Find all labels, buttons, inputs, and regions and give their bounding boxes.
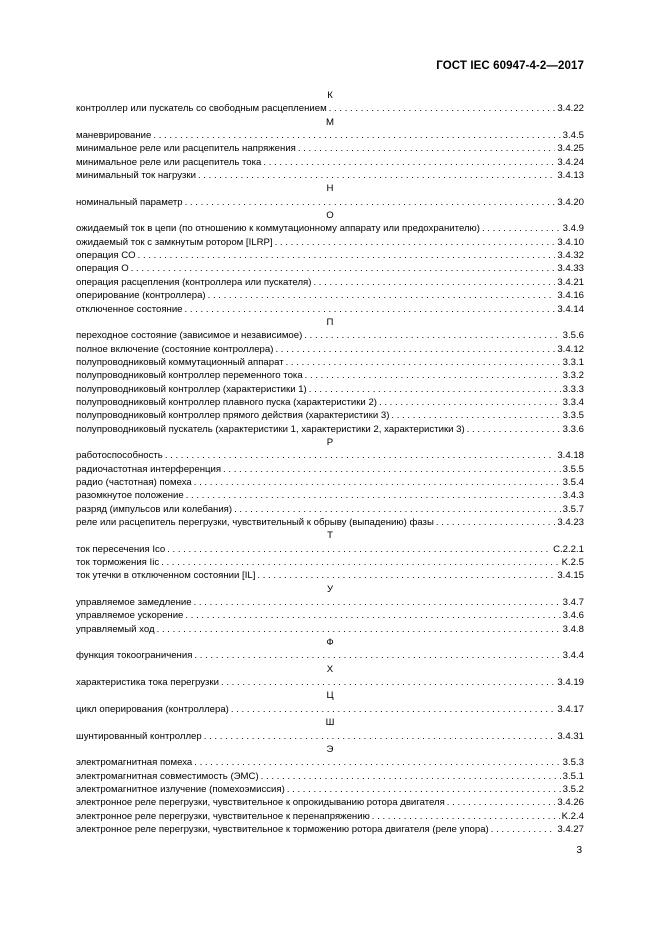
- section-letter: У: [326, 583, 334, 595]
- index-entry: [76, 676, 584, 689]
- dot-leader: [329, 102, 556, 115]
- index-ref: 3.5.7: [562, 503, 584, 515]
- index-ref: 3.3.4: [562, 396, 584, 408]
- index-entry: [76, 356, 584, 369]
- index-entry: [76, 383, 584, 396]
- dot-leader: [153, 129, 560, 142]
- dot-leader: [391, 409, 560, 422]
- index-entry: [76, 102, 584, 115]
- dot-leader: [491, 823, 556, 836]
- index-ref: 3.4.31: [557, 730, 584, 742]
- index-ref: 3.4.16: [557, 290, 584, 302]
- index-term: полупроводниковый контроллер плавного пуска (характеристики 2): [76, 396, 377, 408]
- index-ref: 3.4.21: [557, 276, 584, 288]
- dot-leader: [304, 329, 560, 342]
- index-ref: 3.5.4: [562, 476, 584, 488]
- dot-leader: [194, 476, 561, 489]
- index-term: цикл оперирования (контроллера): [76, 703, 229, 715]
- subject-index: [76, 89, 584, 836]
- index-term: переходное состояние (зависимое и независимое): [76, 330, 303, 342]
- index-term: полупроводниковый контроллер (характеристики 1): [76, 383, 307, 395]
- index-entry: [76, 596, 584, 609]
- index-entry: [76, 142, 584, 155]
- dot-leader: [185, 303, 556, 316]
- index-ref: 3.4.8: [562, 623, 584, 635]
- index-term: минимальный ток нагрузки: [76, 170, 196, 182]
- index-term: разряд (импульсов или колебания): [76, 503, 233, 515]
- dot-leader: [436, 516, 555, 529]
- index-ref: 3.4.12: [557, 343, 584, 355]
- index-ref: 3.4.5: [562, 130, 584, 142]
- index-term: ток утечки в отключенном состоянии [IL]: [76, 570, 256, 582]
- index-entry: [76, 329, 584, 342]
- dot-leader: [194, 596, 561, 609]
- index-ref: C.2.2.1: [553, 543, 584, 555]
- section-letter: К: [327, 90, 333, 101]
- dot-leader: [161, 556, 559, 569]
- index-entry: [76, 236, 584, 249]
- index-entry: [76, 823, 584, 836]
- index-term: электромагнитное излучение (помехоэмиссия): [76, 783, 285, 795]
- dot-leader: [165, 449, 556, 462]
- index-ref: 3.4.27: [557, 823, 584, 835]
- index-ref: 3.4.17: [557, 703, 584, 715]
- index-entry: [76, 623, 584, 636]
- index-ref: 3.4.22: [557, 103, 584, 115]
- dot-leader: [467, 423, 561, 436]
- index-term: ток пересечения Ico: [76, 543, 166, 555]
- index-term: электромагнитная совместимость (ЭМС): [76, 770, 259, 782]
- index-entry: [76, 543, 584, 556]
- index-term: ожидаемый ток с замкнутым ротором [ILRP]: [76, 236, 273, 248]
- index-entry: [76, 649, 584, 662]
- index-entry: [76, 289, 584, 302]
- index-term: электронное реле перегрузки, чувствительное к перенапряжению: [76, 810, 370, 822]
- index-ref: 3.5.6: [562, 330, 584, 342]
- index-ref: 3.4.20: [557, 196, 584, 208]
- index-term: ожидаемый ток в цепи (по отношению к коммутационному аппарату или предохранителю): [76, 223, 480, 235]
- index-term: характеристика тока перегрузки: [76, 677, 219, 689]
- dot-leader: [185, 609, 560, 622]
- index-entry: [76, 730, 584, 743]
- index-ref: 3.4.4: [562, 650, 584, 662]
- dot-leader: [447, 796, 556, 809]
- index-term: радиочастотная интерференция: [76, 463, 222, 475]
- document-header: ГОСТ IEC 60947-4-2—2017: [436, 60, 584, 72]
- index-term: полное включение (состояние контроллера): [76, 343, 274, 355]
- index-entry: [76, 783, 584, 796]
- dot-leader: [261, 770, 561, 783]
- section-letter: Н: [326, 183, 334, 195]
- section-letter: Х: [326, 663, 334, 675]
- index-entry: [76, 516, 584, 529]
- index-entry: [76, 369, 584, 382]
- index-entry: [76, 463, 584, 476]
- dot-leader: [275, 236, 556, 249]
- index-entry: [76, 276, 584, 289]
- index-entry: [76, 770, 584, 783]
- index-ref: 3.4.24: [557, 156, 584, 168]
- index-ref: 3.4.32: [557, 250, 584, 262]
- index-term: управляемый ход: [76, 623, 155, 635]
- section-letter: П: [326, 316, 334, 328]
- index-ref: 3.5.1: [562, 770, 584, 782]
- index-term: радио (частотная) помеха: [76, 476, 192, 488]
- index-ref: 3.4.9: [562, 223, 584, 235]
- index-term: электронное реле перегрузки, чувствительное к опрокидыванию ротора двигателя: [76, 797, 445, 809]
- dot-leader: [482, 222, 561, 235]
- index-ref: 3.5.3: [562, 757, 584, 769]
- section-letter: Т: [327, 530, 333, 542]
- index-term: электромагнитная помеха: [76, 757, 193, 769]
- index-term: полупроводниковый пускатель (характеристики 1, характеристики 2, характеристики 3): [76, 423, 465, 435]
- dot-leader: [287, 783, 561, 796]
- index-entry: [76, 222, 584, 235]
- index-term: ток торможения Iic: [76, 557, 160, 569]
- section-letter: Ц: [326, 690, 334, 702]
- index-term: отключенное состояние: [76, 303, 183, 315]
- index-ref: 3.4.10: [557, 236, 584, 248]
- index-term: минимальное реле или расцепитель напряжения: [76, 143, 296, 155]
- section-letter: О: [326, 210, 334, 222]
- dot-leader: [138, 249, 556, 262]
- index-ref: 3.5.5: [562, 463, 584, 475]
- index-entry: [76, 249, 584, 262]
- index-entry: [76, 489, 584, 502]
- dot-leader: [131, 262, 556, 275]
- page-number: 3: [576, 845, 582, 856]
- index-ref: 3.3.3: [562, 383, 584, 395]
- index-term: полупроводниковый контроллер переменного тока: [76, 370, 303, 382]
- index-entry: [76, 129, 584, 142]
- index-term: контроллер или пускатель со свободным расцеплением: [76, 103, 327, 115]
- dot-leader: [313, 276, 555, 289]
- index-ref: 3.4.7: [562, 597, 584, 609]
- index-entry: [76, 703, 584, 716]
- index-ref: 3.4.13: [557, 170, 584, 182]
- dot-leader: [186, 489, 561, 502]
- index-entry: [76, 423, 584, 436]
- index-ref: 3.4.15: [557, 570, 584, 582]
- dot-leader: [372, 810, 560, 823]
- index-entry: [76, 396, 584, 409]
- index-entry: [76, 476, 584, 489]
- dot-leader: [286, 356, 561, 369]
- dot-leader: [379, 396, 561, 409]
- dot-leader: [204, 730, 556, 743]
- index-ref: 3.4.26: [557, 797, 584, 809]
- dot-leader: [157, 623, 561, 636]
- index-term: минимальное реле или расцепитель тока: [76, 156, 262, 168]
- index-ref: 3.4.3: [562, 490, 584, 502]
- index-ref: 3.4.19: [557, 677, 584, 689]
- dot-leader: [275, 343, 555, 356]
- index-entry: [76, 569, 584, 582]
- index-entry: [76, 169, 584, 182]
- dot-leader: [208, 289, 556, 302]
- index-entry: [76, 609, 584, 622]
- index-ref: 3.4.25: [557, 143, 584, 155]
- dot-leader: [223, 463, 561, 476]
- index-term: шунтированный контроллер: [76, 730, 202, 742]
- index-entry: [76, 303, 584, 316]
- dot-leader: [167, 543, 551, 556]
- dot-leader: [198, 169, 555, 182]
- index-term: полупроводниковый контроллер прямого действия (характеристики 3): [76, 410, 390, 422]
- index-ref: 3.4.18: [557, 450, 584, 462]
- index-entry: [76, 409, 584, 422]
- index-term: функция токоограничения: [76, 650, 193, 662]
- index-entry: [76, 262, 584, 275]
- index-term: полупроводниковый коммутационный аппарат: [76, 356, 284, 368]
- dot-leader: [231, 703, 555, 716]
- index-entry: [76, 449, 584, 462]
- section-letter: Э: [326, 743, 334, 755]
- index-entry: [76, 343, 584, 356]
- index-ref: 3.4.33: [557, 263, 584, 275]
- dot-leader: [305, 369, 561, 382]
- index-term: разомкнутое положение: [76, 490, 184, 502]
- index-term: номинальный параметр: [76, 196, 183, 208]
- index-term: операция CO: [76, 250, 136, 262]
- index-ref: K.2.5: [561, 557, 584, 569]
- section-letter: Р: [326, 436, 334, 448]
- dot-leader: [221, 676, 555, 689]
- index-term: маневрирование: [76, 130, 152, 142]
- index-term: операция O: [76, 263, 129, 275]
- section-letter: Ф: [326, 637, 334, 649]
- dot-leader: [298, 142, 555, 155]
- dot-leader: [234, 503, 561, 516]
- index-ref: 3.4.14: [557, 303, 584, 315]
- index-entry: [76, 503, 584, 516]
- dot-leader: [194, 649, 560, 662]
- index-entry: [76, 156, 584, 169]
- index-ref: K.2.4: [561, 810, 584, 822]
- index-ref: 3.3.1: [562, 356, 584, 368]
- dot-leader: [263, 156, 555, 169]
- index-entry: [76, 796, 584, 809]
- index-term: оперирование (контроллера): [76, 290, 206, 302]
- dot-leader: [194, 756, 560, 769]
- section-letter: Ш: [325, 717, 335, 729]
- index-ref: 3.4.6: [562, 610, 584, 622]
- index-term: работоспособность: [76, 450, 163, 462]
- index-term: управляемое ускорение: [76, 610, 184, 622]
- index-ref: 3.3.5: [562, 410, 584, 422]
- index-ref: 3.3.6: [562, 423, 584, 435]
- index-ref: 3.5.2: [562, 783, 584, 795]
- index-entry: [76, 556, 584, 569]
- index-term: электронное реле перегрузки, чувствительное к торможению ротора двигателя (реле упора): [76, 823, 489, 835]
- dot-leader: [185, 196, 556, 209]
- index-entry: [76, 756, 584, 769]
- index-term: реле или расцепитель перегрузки, чувствительный к обрыву (выпадению) фазы: [76, 517, 434, 528]
- dot-leader: [309, 383, 561, 396]
- index-term: операция расцепления (контроллера или пускателя): [76, 276, 312, 288]
- index-entry: [76, 196, 584, 209]
- index-term: управляемое замедление: [76, 597, 192, 609]
- index-ref: 3.3.2: [562, 370, 584, 382]
- index-entry: [76, 810, 584, 823]
- dot-leader: [257, 569, 555, 582]
- section-letter: М: [326, 116, 334, 128]
- index-ref: 3.4.23: [557, 517, 584, 528]
